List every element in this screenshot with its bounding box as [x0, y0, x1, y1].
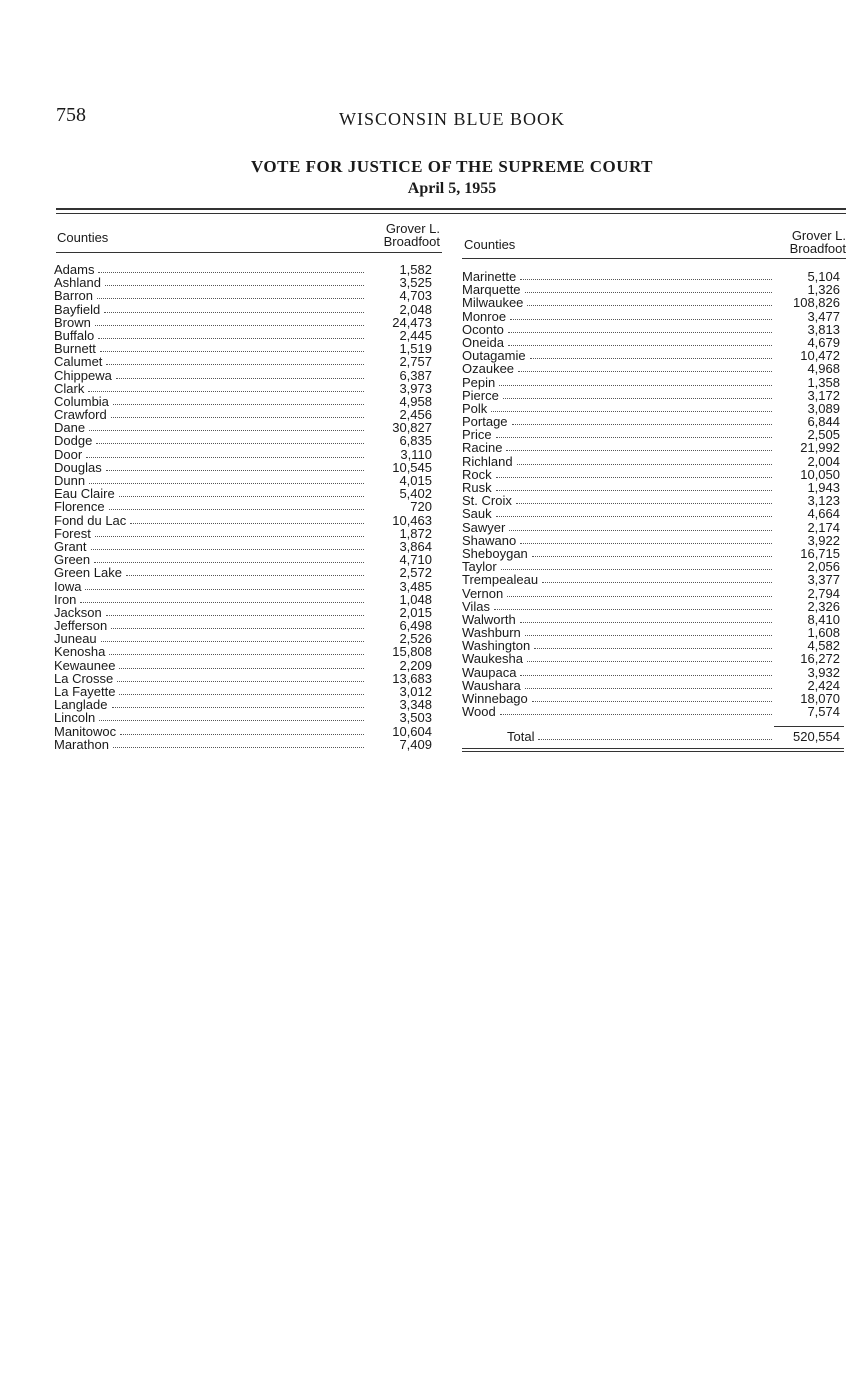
county-name: Columbia — [54, 393, 109, 409]
dot-leader — [113, 395, 364, 405]
dot-leader — [85, 580, 364, 590]
table-row — [462, 415, 840, 428]
county-name: Jefferson — [54, 618, 108, 634]
dot-leader — [112, 698, 365, 708]
vote-count: 3,172 — [807, 387, 840, 403]
table-row — [462, 547, 840, 560]
right-counties-header: Counties — [464, 237, 516, 252]
county-name: Pierce — [462, 387, 499, 403]
total-value: 520,554 — [793, 729, 840, 744]
vote-count: 4,015 — [399, 473, 432, 488]
table-row — [462, 666, 840, 679]
dot-leader — [106, 461, 364, 471]
county-name: Trempealeau — [462, 572, 539, 588]
vote-count: 3,864 — [399, 538, 432, 554]
table-row — [54, 606, 432, 619]
vote-count: 2,424 — [807, 677, 840, 693]
vote-count: 10,604 — [392, 723, 432, 739]
vote-count: 8,410 — [807, 611, 840, 627]
table-row — [54, 619, 432, 632]
county-name: Dunn — [54, 473, 86, 488]
table-row — [54, 527, 432, 540]
table-row — [462, 692, 840, 705]
table-row — [462, 481, 840, 494]
dot-leader — [104, 303, 364, 313]
left-candidate-header — [360, 222, 440, 248]
table-row — [54, 645, 432, 658]
dot-leader — [111, 619, 364, 629]
vote-count: 5,402 — [399, 486, 432, 502]
table-row — [54, 514, 432, 527]
vote-count: 2,757 — [399, 354, 432, 370]
dot-leader — [106, 606, 364, 616]
table-row — [54, 738, 432, 751]
county-name: Bayfield — [54, 301, 101, 317]
dot-leader — [120, 725, 364, 735]
dot-leader — [95, 316, 364, 326]
county-name: Winnebago — [462, 691, 528, 706]
running-head: WISCONSIN BLUE BOOK — [339, 109, 565, 129]
dot-leader — [96, 434, 364, 444]
county-name: Sawyer — [462, 519, 506, 535]
vote-count: 1,519 — [399, 341, 432, 357]
vote-count: 30,827 — [392, 420, 432, 436]
dot-leader — [527, 652, 772, 662]
county-name: Taylor — [462, 559, 497, 575]
vote-count: 1,943 — [807, 480, 840, 495]
vote-count: 1,326 — [807, 282, 840, 298]
county-name: Polk — [462, 400, 488, 416]
vote-count: 3,525 — [399, 275, 432, 291]
dot-leader — [100, 342, 364, 352]
dot-leader — [106, 355, 364, 365]
table-row — [462, 389, 840, 402]
table-row — [54, 540, 432, 553]
right-candidate-line1: Grover L. — [791, 228, 846, 243]
table-row — [54, 580, 432, 593]
dot-leader — [496, 507, 772, 517]
dot-leader — [532, 692, 772, 702]
county-name: St. Croix — [462, 493, 512, 509]
right-candidate-header — [766, 229, 846, 255]
vote-count: 4,679 — [807, 334, 840, 350]
table-row — [462, 428, 840, 441]
table-row — [462, 402, 840, 415]
county-name: Oconto — [462, 321, 504, 337]
table-row — [54, 342, 432, 355]
county-name: Richland — [462, 453, 513, 469]
dot-leader — [510, 310, 772, 320]
county-name: Washington — [462, 638, 531, 654]
table-row — [54, 289, 432, 302]
county-name: Lincoln — [54, 710, 96, 726]
dot-leader — [534, 639, 772, 649]
county-name: Iowa — [54, 578, 82, 594]
dot-leader — [91, 540, 364, 550]
right-header-rule — [462, 258, 846, 259]
table-row — [54, 276, 432, 289]
vote-count: 108,826 — [793, 295, 840, 311]
vote-count: 2,004 — [807, 453, 840, 469]
dot-leader — [509, 521, 772, 531]
vote-count: 24,473 — [392, 314, 432, 330]
vote-count: 6,387 — [399, 367, 432, 383]
table-row — [462, 362, 840, 375]
county-name: Crawford — [54, 407, 107, 423]
county-name: Waushara — [462, 677, 521, 693]
dot-leader — [94, 553, 364, 563]
county-name: Green Lake — [54, 565, 122, 581]
left-county-list — [54, 263, 432, 751]
dot-leader — [119, 487, 364, 497]
county-name: Pepin — [462, 374, 496, 390]
dot-leader — [525, 679, 772, 689]
county-name: Dodge — [54, 433, 93, 449]
vote-count: 5,104 — [807, 269, 840, 284]
top-rule-left-2 — [56, 213, 846, 214]
table-row — [54, 434, 432, 447]
county-name: Washburn — [462, 625, 521, 641]
table-row — [54, 382, 432, 395]
vote-count: 2,015 — [399, 604, 432, 620]
county-name: La Crosse — [54, 670, 114, 686]
table-row — [462, 600, 840, 613]
vote-count: 2,048 — [399, 301, 432, 317]
table-row — [54, 355, 432, 368]
table-row — [54, 500, 432, 513]
table-row — [462, 573, 840, 586]
vote-count: 7,409 — [399, 736, 432, 752]
county-name: Sheboygan — [462, 545, 528, 561]
vote-count: 720 — [410, 499, 432, 515]
vote-count: 4,664 — [807, 506, 840, 522]
dot-leader — [532, 547, 772, 557]
dot-leader — [506, 441, 772, 451]
total-bottom-rule-2 — [462, 751, 844, 752]
vote-count: 10,545 — [392, 459, 432, 475]
vote-count: 2,794 — [807, 585, 840, 601]
county-name: Vernon — [462, 585, 504, 601]
county-name: Clark — [54, 380, 85, 396]
dot-leader — [525, 626, 772, 636]
vote-count: 3,973 — [399, 380, 432, 396]
right-county-list — [462, 270, 840, 718]
county-name: Grant — [54, 538, 87, 554]
vote-count: 2,209 — [399, 657, 432, 673]
dot-leader — [491, 402, 772, 412]
left-counties-header: Counties — [57, 230, 109, 245]
table-row — [462, 521, 840, 534]
county-name: Manitowoc — [54, 723, 117, 739]
dot-leader — [126, 566, 364, 576]
dot-leader — [88, 382, 364, 392]
vote-count: 1,608 — [807, 625, 840, 641]
vote-count: 7,574 — [807, 704, 840, 720]
county-name: Juneau — [54, 631, 97, 647]
total-bottom-rule-1 — [462, 748, 844, 749]
vote-count: 1,358 — [807, 374, 840, 390]
page-number: 758 — [56, 104, 86, 126]
dot-leader — [130, 514, 364, 524]
vote-count: 3,110 — [400, 446, 432, 462]
left-candidate-line1: Grover L. — [385, 221, 440, 236]
dot-leader — [109, 645, 364, 655]
table-row — [54, 632, 432, 645]
table-row — [462, 468, 840, 481]
county-name: Portage — [462, 414, 508, 430]
vote-count: 10,463 — [392, 512, 432, 528]
table-row — [462, 296, 840, 309]
dot-leader — [119, 685, 364, 695]
table-date: April 5, 1955 — [407, 180, 497, 197]
table-row — [462, 323, 840, 336]
dot-leader — [113, 738, 364, 748]
county-name: Buffalo — [54, 327, 95, 343]
county-name: Ashland — [54, 275, 101, 291]
vote-count: 3,123 — [807, 493, 840, 509]
county-name: Shawano — [462, 532, 517, 548]
table-row — [54, 725, 432, 738]
vote-count: 3,485 — [399, 578, 432, 594]
dot-leader — [520, 270, 772, 280]
vote-count: 4,968 — [807, 361, 840, 377]
left-candidate-line2: Broadfoot — [383, 234, 440, 249]
dot-leader — [496, 481, 772, 491]
dot-leader — [105, 276, 364, 286]
county-name: Price — [462, 427, 492, 443]
table-row — [54, 711, 432, 724]
dot-leader — [97, 289, 364, 299]
county-name: Waukesha — [462, 651, 523, 667]
table-row — [462, 587, 840, 600]
dot-leader — [518, 362, 772, 372]
total-top-rule — [774, 726, 844, 727]
county-name: Fond du Lac — [54, 512, 127, 528]
table-row — [54, 685, 432, 698]
county-name: Vilas — [462, 598, 490, 614]
vote-count: 3,922 — [807, 532, 840, 548]
top-rule-left-1 — [56, 208, 846, 210]
dot-leader — [111, 408, 364, 418]
table-row — [54, 566, 432, 579]
vote-count: 18,070 — [800, 691, 840, 706]
vote-count: 21,992 — [800, 440, 840, 456]
table-row — [462, 310, 840, 323]
dot-leader — [508, 323, 772, 333]
vote-count: 6,835 — [399, 433, 432, 449]
county-name: Green — [54, 552, 91, 568]
dot-leader — [542, 573, 772, 583]
vote-count: 3,348 — [399, 697, 432, 713]
table-row — [54, 369, 432, 382]
county-name: Douglas — [54, 459, 102, 475]
vote-count: 16,715 — [800, 545, 840, 561]
vote-count: 2,445 — [399, 327, 432, 343]
vote-count: 2,505 — [807, 427, 840, 443]
dot-leader — [89, 421, 364, 431]
county-name: Dane — [54, 420, 86, 436]
dot-leader — [95, 527, 364, 537]
dot-leader — [98, 263, 364, 273]
dot-leader — [99, 711, 364, 721]
county-name: Rock — [462, 466, 492, 482]
county-name: Waupaca — [462, 664, 517, 680]
county-name: Forest — [54, 525, 91, 541]
county-name: La Fayette — [54, 684, 116, 699]
table-row — [462, 652, 840, 665]
dot-leader — [101, 632, 364, 642]
dot-leader — [80, 593, 364, 603]
county-name: Jackson — [54, 604, 102, 620]
county-name: Florence — [54, 499, 105, 515]
table-row — [54, 698, 432, 711]
table-row — [54, 316, 432, 329]
county-name: Burnett — [54, 341, 96, 357]
dot-leader — [117, 672, 364, 682]
dot-leader — [116, 369, 364, 379]
table-row — [54, 329, 432, 342]
county-name: Sauk — [462, 506, 492, 522]
vote-count: 15,808 — [392, 644, 432, 660]
county-name: Outagamie — [462, 348, 526, 364]
vote-count: 1,582 — [399, 262, 432, 277]
dot-leader — [527, 296, 772, 306]
dot-leader — [520, 666, 772, 676]
vote-count: 2,526 — [399, 631, 432, 647]
vote-count: 2,326 — [807, 598, 840, 614]
county-name: Adams — [54, 262, 95, 277]
vote-count: 6,498 — [399, 618, 432, 634]
vote-count: 1,872 — [399, 525, 432, 541]
dot-leader — [494, 600, 772, 610]
dot-leader — [507, 587, 772, 597]
table-row — [462, 705, 840, 718]
table-row — [462, 507, 840, 520]
county-name: Milwaukee — [462, 295, 524, 311]
county-name: Kewaunee — [54, 657, 116, 673]
table-row — [54, 263, 432, 276]
vote-count: 13,683 — [392, 670, 432, 686]
dot-leader — [98, 329, 364, 339]
dot-leader — [109, 500, 364, 510]
county-name: Ozaukee — [462, 361, 515, 377]
county-name: Marinette — [462, 269, 517, 284]
vote-count: 3,477 — [807, 308, 840, 324]
vote-count: 4,710 — [399, 552, 432, 568]
dot-leader — [517, 455, 772, 465]
county-name: Chippewa — [54, 367, 112, 383]
left-header-rule — [56, 252, 442, 253]
county-name: Racine — [462, 440, 503, 456]
dot-leader — [496, 468, 772, 478]
vote-count: 1,048 — [399, 591, 432, 607]
table-row — [54, 659, 432, 672]
dot-leader — [503, 389, 772, 399]
total-row — [462, 730, 840, 744]
dot-leader — [516, 494, 772, 504]
vote-count: 4,703 — [399, 288, 432, 304]
county-name: Wood — [462, 704, 496, 720]
vote-count: 2,572 — [399, 565, 432, 581]
county-name: Iron — [54, 591, 77, 607]
county-name: Walworth — [462, 611, 516, 627]
right-candidate-line2: Broadfoot — [789, 241, 846, 256]
table-row — [462, 455, 840, 468]
county-name: Eau Claire — [54, 486, 115, 502]
table-row — [54, 303, 432, 316]
total-leader — [538, 730, 772, 740]
dot-leader — [89, 474, 364, 484]
vote-count: 3,932 — [807, 664, 840, 680]
county-name: Kenosha — [54, 644, 106, 660]
vote-count: 6,844 — [807, 414, 840, 430]
county-name: Marquette — [462, 282, 521, 298]
table-row — [54, 593, 432, 606]
vote-count: 2,456 — [399, 407, 432, 423]
vote-count: 16,272 — [800, 651, 840, 667]
dot-leader — [499, 376, 772, 386]
table-row — [54, 408, 432, 421]
dot-leader — [508, 336, 772, 346]
table-row — [54, 448, 432, 461]
dot-leader — [512, 415, 772, 425]
dot-leader — [500, 705, 772, 715]
vote-count: 3,503 — [399, 710, 432, 726]
county-name: Rusk — [462, 480, 492, 495]
table-row — [462, 441, 840, 454]
table-row — [54, 395, 432, 408]
table-row — [54, 487, 432, 500]
dot-leader — [119, 659, 364, 669]
dot-leader — [525, 283, 772, 293]
county-name: Calumet — [54, 354, 103, 370]
table-title: VOTE FOR JUSTICE OF THE SUPREME COURT — [250, 157, 653, 176]
county-name: Marathon — [54, 736, 109, 752]
vote-count: 10,472 — [800, 348, 840, 364]
table-row — [54, 461, 432, 474]
vote-count: 2,056 — [807, 559, 840, 575]
county-name: Langlade — [54, 697, 108, 713]
county-name: Monroe — [462, 308, 507, 324]
vote-count: 3,089 — [807, 400, 840, 416]
dot-leader — [86, 448, 364, 458]
dot-leader — [501, 560, 772, 570]
dot-leader — [530, 349, 772, 359]
table-row — [462, 534, 840, 547]
dot-leader — [496, 428, 772, 438]
county-name: Barron — [54, 288, 94, 304]
vote-count: 4,958 — [399, 393, 432, 409]
county-name: Door — [54, 446, 83, 462]
county-name: Oneida — [462, 334, 504, 350]
vote-count: 3,813 — [807, 321, 840, 337]
total-label: Total — [507, 729, 535, 744]
vote-count: 2,174 — [807, 519, 840, 535]
vote-count: 3,377 — [807, 572, 840, 588]
table-row — [462, 376, 840, 389]
table-row — [462, 349, 840, 362]
table-row — [54, 421, 432, 434]
vote-count: 3,012 — [399, 684, 432, 699]
vote-count: 4,582 — [807, 638, 840, 654]
county-name: Brown — [54, 314, 91, 330]
dot-leader — [520, 534, 772, 544]
vote-count: 10,050 — [800, 466, 840, 482]
dot-leader — [520, 613, 772, 623]
table-row — [462, 494, 840, 507]
